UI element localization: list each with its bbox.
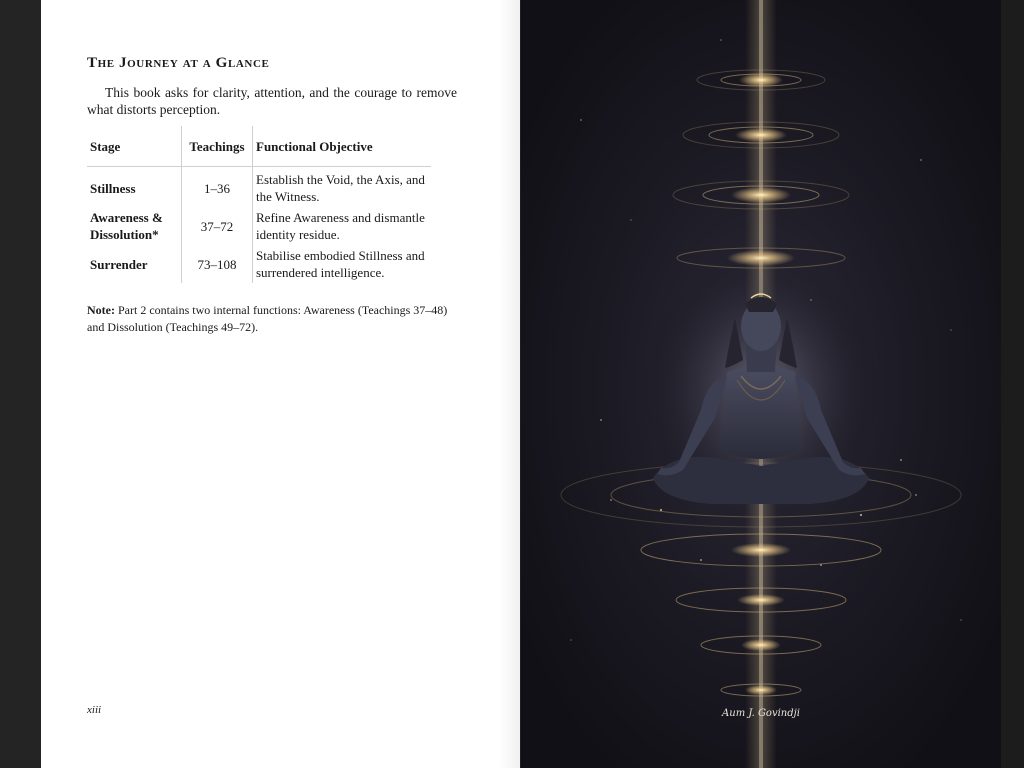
- viewer-margin-left: [0, 0, 41, 768]
- left-page: [41, 0, 520, 768]
- header-teachings: Teachings: [182, 126, 253, 167]
- table-row: [87, 207, 431, 245]
- page-title: The Journey at a Glance: [87, 55, 270, 71]
- page-number: xiii: [87, 704, 102, 716]
- objective-cell: Refine Awareness and dismantle identity residue.: [256, 210, 425, 242]
- torso: [719, 366, 803, 459]
- table-row: [87, 245, 431, 283]
- footnote: [87, 302, 461, 336]
- gutter-shadow: [498, 0, 520, 768]
- artist-signature: Aum J. Govindji: [722, 708, 800, 719]
- stage-cell: Awareness & Dissolution*: [87, 207, 182, 245]
- table-header-row: [87, 126, 431, 167]
- table-row: [87, 167, 431, 208]
- viewer-margin-right: [1001, 0, 1024, 768]
- journey-table: [87, 126, 431, 283]
- teachings-cell: 73–108: [182, 245, 253, 283]
- stage-cell: Stillness: [87, 167, 182, 208]
- note-text: Part 2 contains two internal functions: Awareness (Teachings 37–48) and Dissolution (Teachings 49–72).: [87, 303, 448, 334]
- intro-paragraph: This book asks for clarity, attention, and the courage to remove what distorts perception.: [87, 85, 457, 117]
- header-objective: Functional Objective: [253, 126, 432, 167]
- header-stage: Stage: [87, 126, 182, 167]
- teachings-cell: 37–72: [182, 207, 253, 245]
- stage-cell: Surrender: [87, 245, 182, 283]
- objective-cell: Establish the Void, the Axis, and the Witness.: [256, 172, 425, 204]
- teachings-cell: 1–36: [182, 167, 253, 208]
- right-page-illustration: [521, 0, 1001, 768]
- note-label: Note:: [87, 303, 115, 317]
- objective-cell: Stabilise embodied Stillness and surrendered intelligence.: [256, 248, 425, 280]
- meditating-figure-illustration: [521, 0, 1001, 768]
